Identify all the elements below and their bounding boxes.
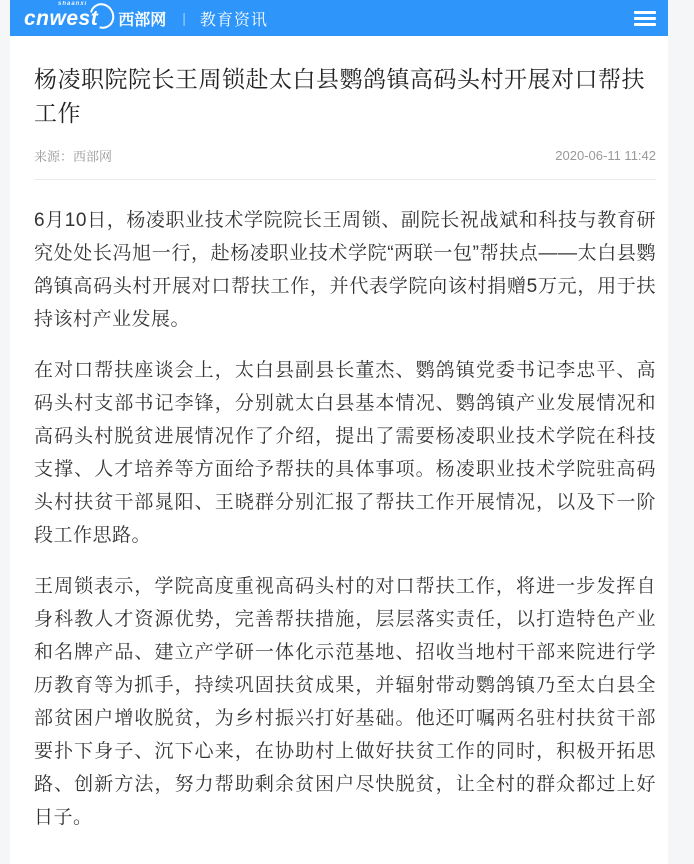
article-source [34, 146, 112, 165]
source-name: 西部网 [73, 149, 113, 164]
cnwest-logo-text [24, 0, 112, 30]
logo-main-text: cnwest [24, 6, 99, 30]
article-meta [34, 146, 656, 165]
article-content [10, 36, 668, 864]
article-datetime: 2020-06-11 11:42 [555, 148, 656, 163]
hamburger-bar [634, 23, 656, 26]
hamburger-bar [634, 17, 656, 20]
paragraph-1: 6月10日，杨凌职业技术学院院长王周锁、副院长祝战斌和科技与教育研究处处长冯旭一行，赴杨凌职业技术学院“两联一包”帮扶点——太白县鹦鸽镇高码头村开展对口帮扶工作，并代表学院向该村捐赠5万元，用于扶持该村产业发展。 [34, 210, 656, 330]
hamburger-menu-icon[interactable] [634, 11, 656, 26]
article-body [34, 204, 656, 834]
article-title: 杨凌职院院长王周锁赴太白县鹦鸽镇高码头村开展对口帮扶工作 [34, 66, 645, 126]
source-label: 来源： [34, 149, 74, 164]
logo-sub-text: shaanxi [58, 0, 88, 7]
logo-cn-text: 西部网 [118, 11, 167, 29]
site-logo[interactable] [24, 0, 167, 30]
hamburger-bar [634, 11, 656, 14]
divider-line [34, 179, 656, 180]
site-header [10, 0, 668, 36]
article-card [10, 0, 668, 864]
paragraph-2: 在对口帮扶座谈会上，太白县副县长董杰、鹦鸽镇党委书记李忠平、高码头村支部书记李锋，分别就太白县基本情况、鹦鸽镇产业发展情况和高码头村脱贫进展情况作了介绍，提出了需要杨凌职业技术学院在科技支撑、人才培养等方面给予帮扶的具体事项。杨凌职业技术学院驻高码头村扶贫干部晁阳、王晓群分别汇报了帮扶工作开展情况，以及下一阶段工作思路。 [34, 360, 656, 546]
header-divider: | [182, 10, 186, 26]
channel-title[interactable]: 教育资讯 [199, 11, 268, 29]
paragraph-3: 王周锁表示，学院高度重视高码头村的对口帮扶工作，将进一步发挥自身科教人才资源优势，完善帮扶措施，层层落实责任，以打造特色产业和名牌产品、建立产学研一体化示范基地、招收当地村干部来院进行学历教育等为抓手，持续巩固扶贫成果，并辐射带动鹦鸽镇乃至太白县全部贫困户增收脱贫，为乡村振兴打好基础。他还叮嘱两名驻村扶贫干部要扑下身子、沉下心来，在协助村上做好扶贫工作的同时，积极开拓思路、创新方法，努力帮助剩余贫困户尽快脱贫，让全村的群众都过上好日子。 [34, 576, 656, 828]
